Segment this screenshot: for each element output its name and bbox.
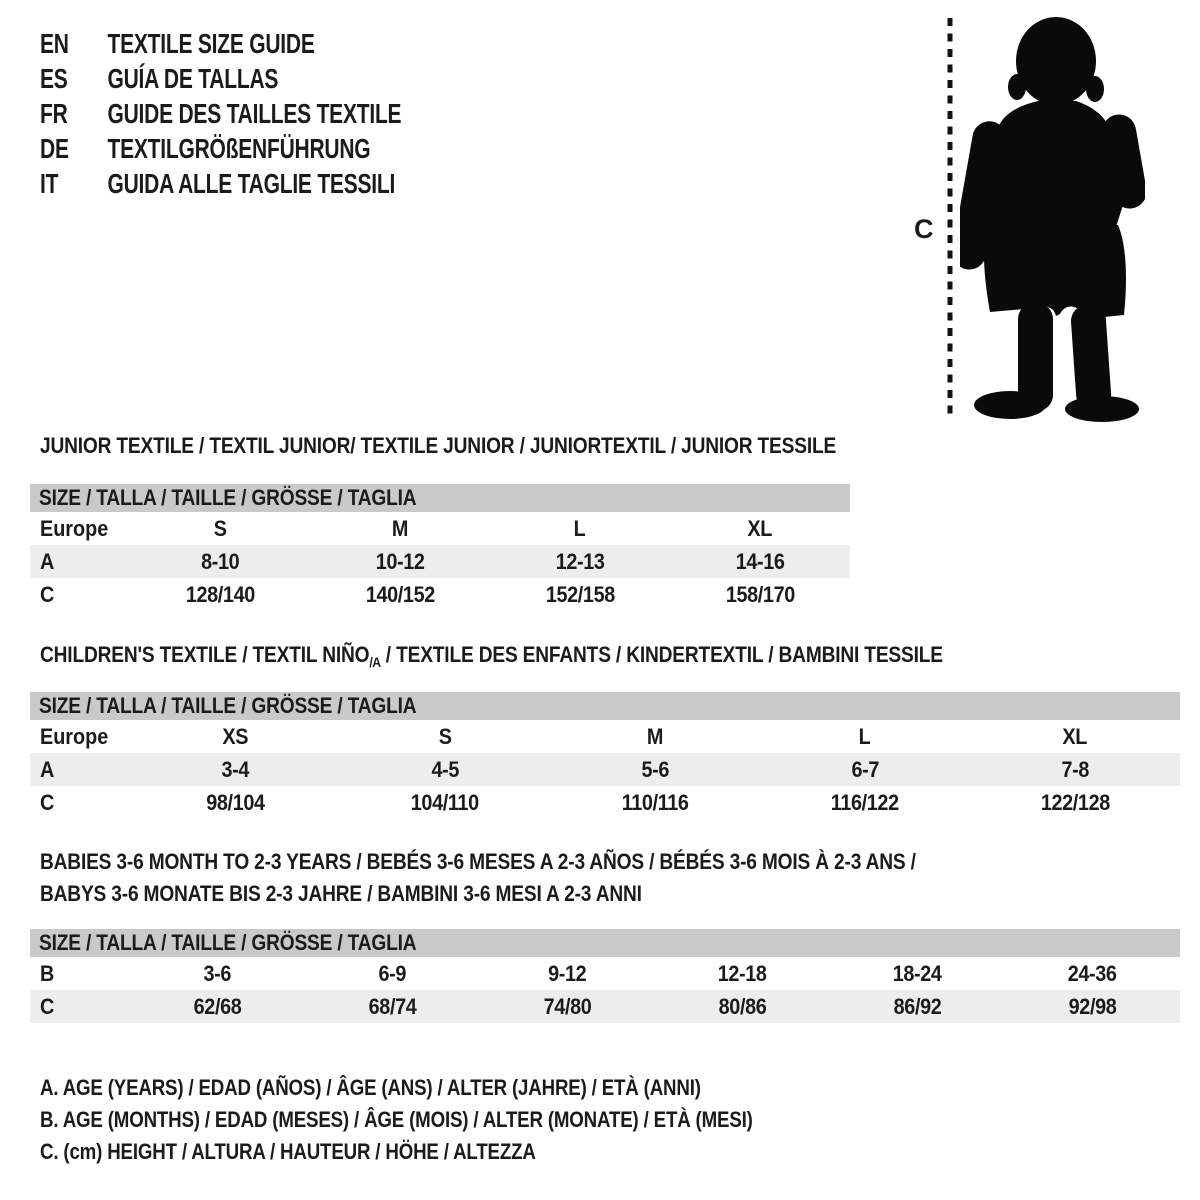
language-code: EN — [40, 27, 69, 59]
guide-title: GUIDA ALLE TAGLIE TESSILI — [107, 167, 396, 199]
children-size-table — [30, 692, 1180, 819]
size-cell: 128/140 — [185, 581, 255, 607]
size-cell: 104/110 — [411, 789, 479, 815]
size-cell: 158/170 — [725, 581, 795, 607]
size-cell: L — [859, 723, 871, 749]
size-header-bar — [30, 929, 1180, 957]
language-row-en — [40, 26, 401, 61]
table-row — [30, 753, 1180, 786]
guide-title: GUÍA DE TALLAS — [107, 62, 279, 94]
size-header-bar — [30, 484, 850, 512]
language-row-de — [40, 131, 401, 166]
legend-line: C. (cm) HEIGHT / ALTURA / HAUTEUR / HÖHE / ALTEZZA — [40, 1139, 536, 1164]
row-label: B — [40, 960, 55, 986]
size-cell: 18-24 — [893, 960, 942, 986]
size-cell: 8-10 — [200, 548, 240, 574]
size-cell: L — [574, 515, 586, 541]
size-cell: 6-7 — [851, 756, 879, 782]
table-row — [30, 990, 1180, 1023]
guide-title: TEXTILGRÖßENFÜHRUNG — [107, 132, 371, 164]
size-cell: 116/122 — [831, 789, 899, 815]
row-label: A — [40, 548, 55, 574]
table-row — [30, 786, 1180, 819]
table-row — [30, 957, 1180, 990]
size-cell: 3-6 — [203, 960, 232, 986]
row-label: C — [40, 581, 55, 607]
size-cell: 12-13 — [555, 548, 605, 574]
size-cell: M — [646, 723, 664, 749]
size-cell: 12-18 — [718, 960, 767, 986]
size-cell: 68/74 — [368, 993, 417, 1019]
guide-title: TEXTILE SIZE GUIDE — [107, 27, 315, 59]
size-cell: XL — [747, 515, 773, 541]
measure-legend — [40, 1072, 878, 1168]
table-row — [30, 545, 850, 578]
section-title-text: / TEXTILE DES ENFANTS / KINDERTEXTIL / BAMBINI TESSILE — [380, 642, 943, 667]
language-code: DE — [40, 132, 69, 164]
language-code: ES — [40, 62, 68, 94]
toddler-silhouette-icon — [960, 15, 1145, 423]
section-title-subscript: /A — [369, 654, 381, 670]
section-title-text: CHILDREN'S TEXTILE / TEXTIL NIÑO — [40, 642, 370, 667]
babies-size-table — [30, 929, 1180, 1023]
size-cell: 9-12 — [548, 960, 587, 986]
size-cell: 74/80 — [543, 993, 592, 1019]
size-cell: 24-36 — [1068, 960, 1117, 986]
size-cell: M — [391, 515, 409, 541]
size-cell: XS — [222, 723, 248, 749]
language-row-it — [40, 166, 401, 201]
section-title-babies — [40, 846, 916, 910]
section-title-line: BABIES 3-6 MONTH TO 2-3 YEARS / BEBÉS 3-6 MESES A 2-3 AÑOS / BÉBÉS 3-6 MOIS À 2-3 ANS / — [40, 849, 916, 874]
section-title-children — [40, 642, 943, 668]
size-bar-label: SIZE / TALLA / TAILLE / GRÖSSE / TAGLIA — [39, 485, 417, 510]
language-row-es — [40, 61, 401, 96]
language-row-fr — [40, 96, 401, 131]
size-cell: 7-8 — [1061, 756, 1089, 782]
size-bar-label: SIZE / TALLA / TAILLE / GRÖSSE / TAGLIA — [39, 930, 417, 955]
size-cell: 152/158 — [545, 581, 615, 607]
size-cell: 14-16 — [735, 548, 785, 574]
size-header-bar — [30, 692, 1180, 720]
size-cell: S — [438, 723, 452, 749]
junior-size-table — [30, 484, 850, 611]
legend-line: A. AGE (YEARS) / EDAD (AÑOS) / ÂGE (ANS) / ALTER (JAHRE) / ETÀ (ANNI) — [40, 1075, 701, 1100]
table-row — [30, 578, 850, 611]
size-cell: 80/86 — [718, 993, 767, 1019]
row-label: C — [40, 993, 55, 1019]
height-measure-label: C — [914, 214, 934, 244]
legend-line: B. AGE (MONTHS) / EDAD (MESES) / ÂGE (MOIS) / ALTER (MONATE) / ETÀ (MESI) — [40, 1107, 753, 1132]
size-cell: 140/152 — [365, 581, 435, 607]
size-cell: 86/92 — [893, 993, 942, 1019]
language-title-list — [40, 26, 522, 201]
size-cell: 98/104 — [205, 789, 265, 815]
row-label: Europe — [40, 515, 109, 541]
row-label: Europe — [40, 723, 109, 749]
toddler-silhouette-shapes — [960, 17, 1145, 422]
guide-title: GUIDE DES TAILLES TEXTILE — [107, 97, 402, 129]
size-bar-label: SIZE / TALLA / TAILLE / GRÖSSE / TAGLIA — [39, 693, 417, 718]
table-row — [30, 512, 850, 545]
section-title-junior — [40, 433, 836, 459]
section-title-text: JUNIOR TEXTILE / TEXTIL JUNIOR/ TEXTILE JUNIOR / JUNIORTEXTIL / JUNIOR TESSILE — [40, 433, 837, 458]
size-cell: 4-5 — [431, 756, 459, 782]
language-code: IT — [40, 167, 59, 199]
section-title-line: BABYS 3-6 MONATE BIS 2-3 JAHRE / BAMBINI 3-6 MESI A 2-3 ANNI — [40, 881, 642, 906]
size-cell: S — [213, 515, 227, 541]
height-measure-dashed-line — [946, 16, 954, 418]
row-label: A — [40, 756, 55, 782]
size-cell: 10-12 — [375, 548, 425, 574]
size-cell: 3-4 — [221, 756, 249, 782]
size-cell: 110/116 — [621, 789, 689, 815]
size-cell: 6-9 — [378, 960, 407, 986]
language-code: FR — [40, 97, 68, 129]
size-cell: 92/98 — [1068, 993, 1117, 1019]
size-cell: 122/128 — [1040, 789, 1110, 815]
size-cell: XL — [1062, 723, 1088, 749]
size-cell: 62/68 — [193, 993, 242, 1019]
size-cell: 5-6 — [641, 756, 669, 782]
table-row — [30, 720, 1180, 753]
row-label: C — [40, 789, 55, 815]
